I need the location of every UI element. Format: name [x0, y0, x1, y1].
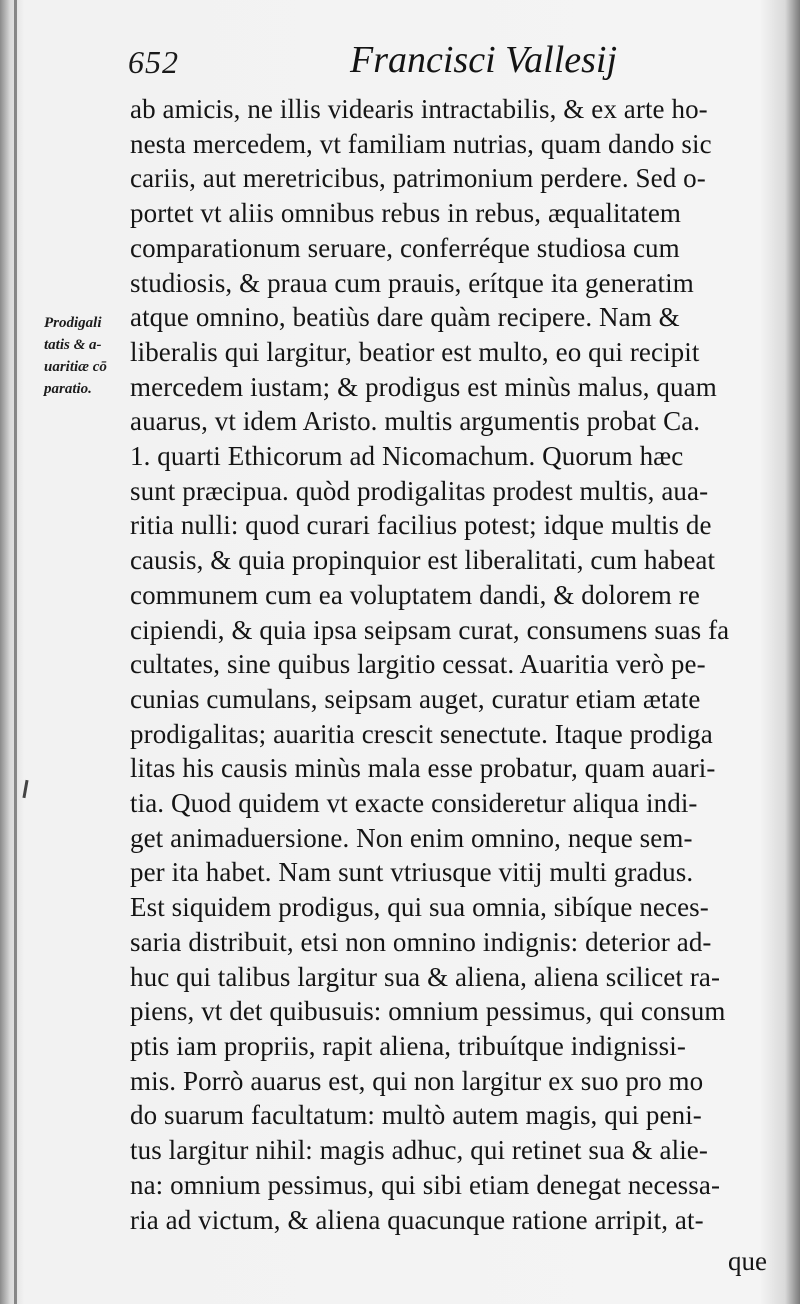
text-line: cunias cumulans, seipsam auget, curatur etiam ætate	[130, 683, 701, 714]
text-line: ab amicis, ne illis videaris intractabilis, & ex arte ho-	[130, 94, 708, 124]
text-line: litas his causis minùs mala esse probatur, quam auari-	[130, 753, 716, 784]
text-line: nesta mercedem, vt familiam nutrias, quam dando sic	[130, 128, 712, 159]
text-line: per ita habet. Nam sunt vtriusque vitij multi gradus.	[130, 857, 694, 888]
marginal-note-line: tatis & a-	[44, 337, 102, 353]
marginal-note-line: paratio.	[44, 381, 92, 397]
page-gutter-shadow	[14, 0, 17, 1304]
text-line: auarus, vt idem Aristo. multis argumentis probat Ca.	[130, 406, 701, 437]
text-line: prodigalitas; auaritia crescit senectute. Itaque prodiga	[130, 718, 713, 749]
text-line: studiosis, & praua cum prauis, erítque ita generatim	[130, 267, 694, 298]
text-line: huc qui talibus largitur sua & aliena, aliena scilicet ra-	[130, 961, 721, 992]
running-head: Francisci Vallesij	[350, 39, 618, 81]
text-line: ptis iam propriis, rapit aliena, tribuítque indignissi-	[130, 1030, 686, 1061]
page-header	[128, 38, 618, 88]
text-line: comparationum seruare, conferréque studiosa cum	[130, 232, 680, 263]
text-line: do suarum facultatum: multò autem magis, qui peni-	[130, 1100, 702, 1131]
text-line: saria distribuit, etsi non omnino indignis: deterior ad-	[130, 926, 712, 957]
text-line: Est siquidem prodigus, qui sua omnia, sibíque neces-	[130, 892, 709, 923]
text-line: cultates, sine quibus largitio cessat. Auaritia verò pe-	[130, 649, 706, 680]
text-line: portet vt aliis omnibus rebus in rebus, æqualitatem	[130, 198, 682, 229]
text-line: tia. Quod quidem vt exacte consideretur aliqua indi-	[130, 788, 698, 819]
body-text	[130, 92, 780, 1237]
text-line: cipiendi, & quia ipsa seipsam curat, consumens suas fa	[130, 614, 730, 645]
text-line: get animaduersione. Non enim omnino, neque sem-	[130, 822, 693, 853]
text-line: mis. Porrò auarus est, qui non largitur ex suo pro mo	[130, 1065, 704, 1096]
text-line: tus largitur nihil: magis adhuc, qui retinet sua & alie-	[130, 1135, 708, 1166]
marginal-note-line: Prodigali	[44, 315, 102, 331]
text-line: liberalis qui largitur, beatior est multo, eo qui recipit	[130, 336, 700, 367]
text-line: ria ad victum, & aliena quacunque ratione arripit, at-	[130, 1204, 704, 1235]
text-line: communem cum ea voluptatem dandi, & dolorem re	[130, 579, 700, 610]
catchword: que	[728, 1246, 767, 1276]
text-line: 1. quarti Ethicorum ad Nicomachum. Quorum hæc	[130, 441, 684, 472]
text-line: causis, & quia propinquior est liberalitati, cum habeat	[130, 545, 716, 576]
text-line: ritia nulli: quod curari facilius potest; idque multis de	[130, 510, 712, 541]
marginal-note	[44, 312, 136, 400]
marginal-note-line: uaritiæ cō	[44, 359, 107, 375]
text-line: piens, vt det quibusuis: omnium pessimus, qui consum	[130, 996, 726, 1027]
text-line: na: omnium pessimus, qui sibi etiam denegat necessa-	[130, 1169, 721, 1200]
text-line: sunt præcipua. quòd prodigalitas prodest multis, aua-	[130, 475, 709, 506]
page-number: 652	[128, 44, 179, 80]
margin-ink-mark	[22, 780, 28, 798]
text-line: atque omnino, beatiùs dare quàm recipere. Nam &	[130, 302, 680, 333]
text-line: mercedem iustam; & prodigus est minùs malus, quam	[130, 371, 717, 402]
text-line: cariis, aut meretricibus, patrimonium perdere. Sed o-	[130, 163, 706, 194]
